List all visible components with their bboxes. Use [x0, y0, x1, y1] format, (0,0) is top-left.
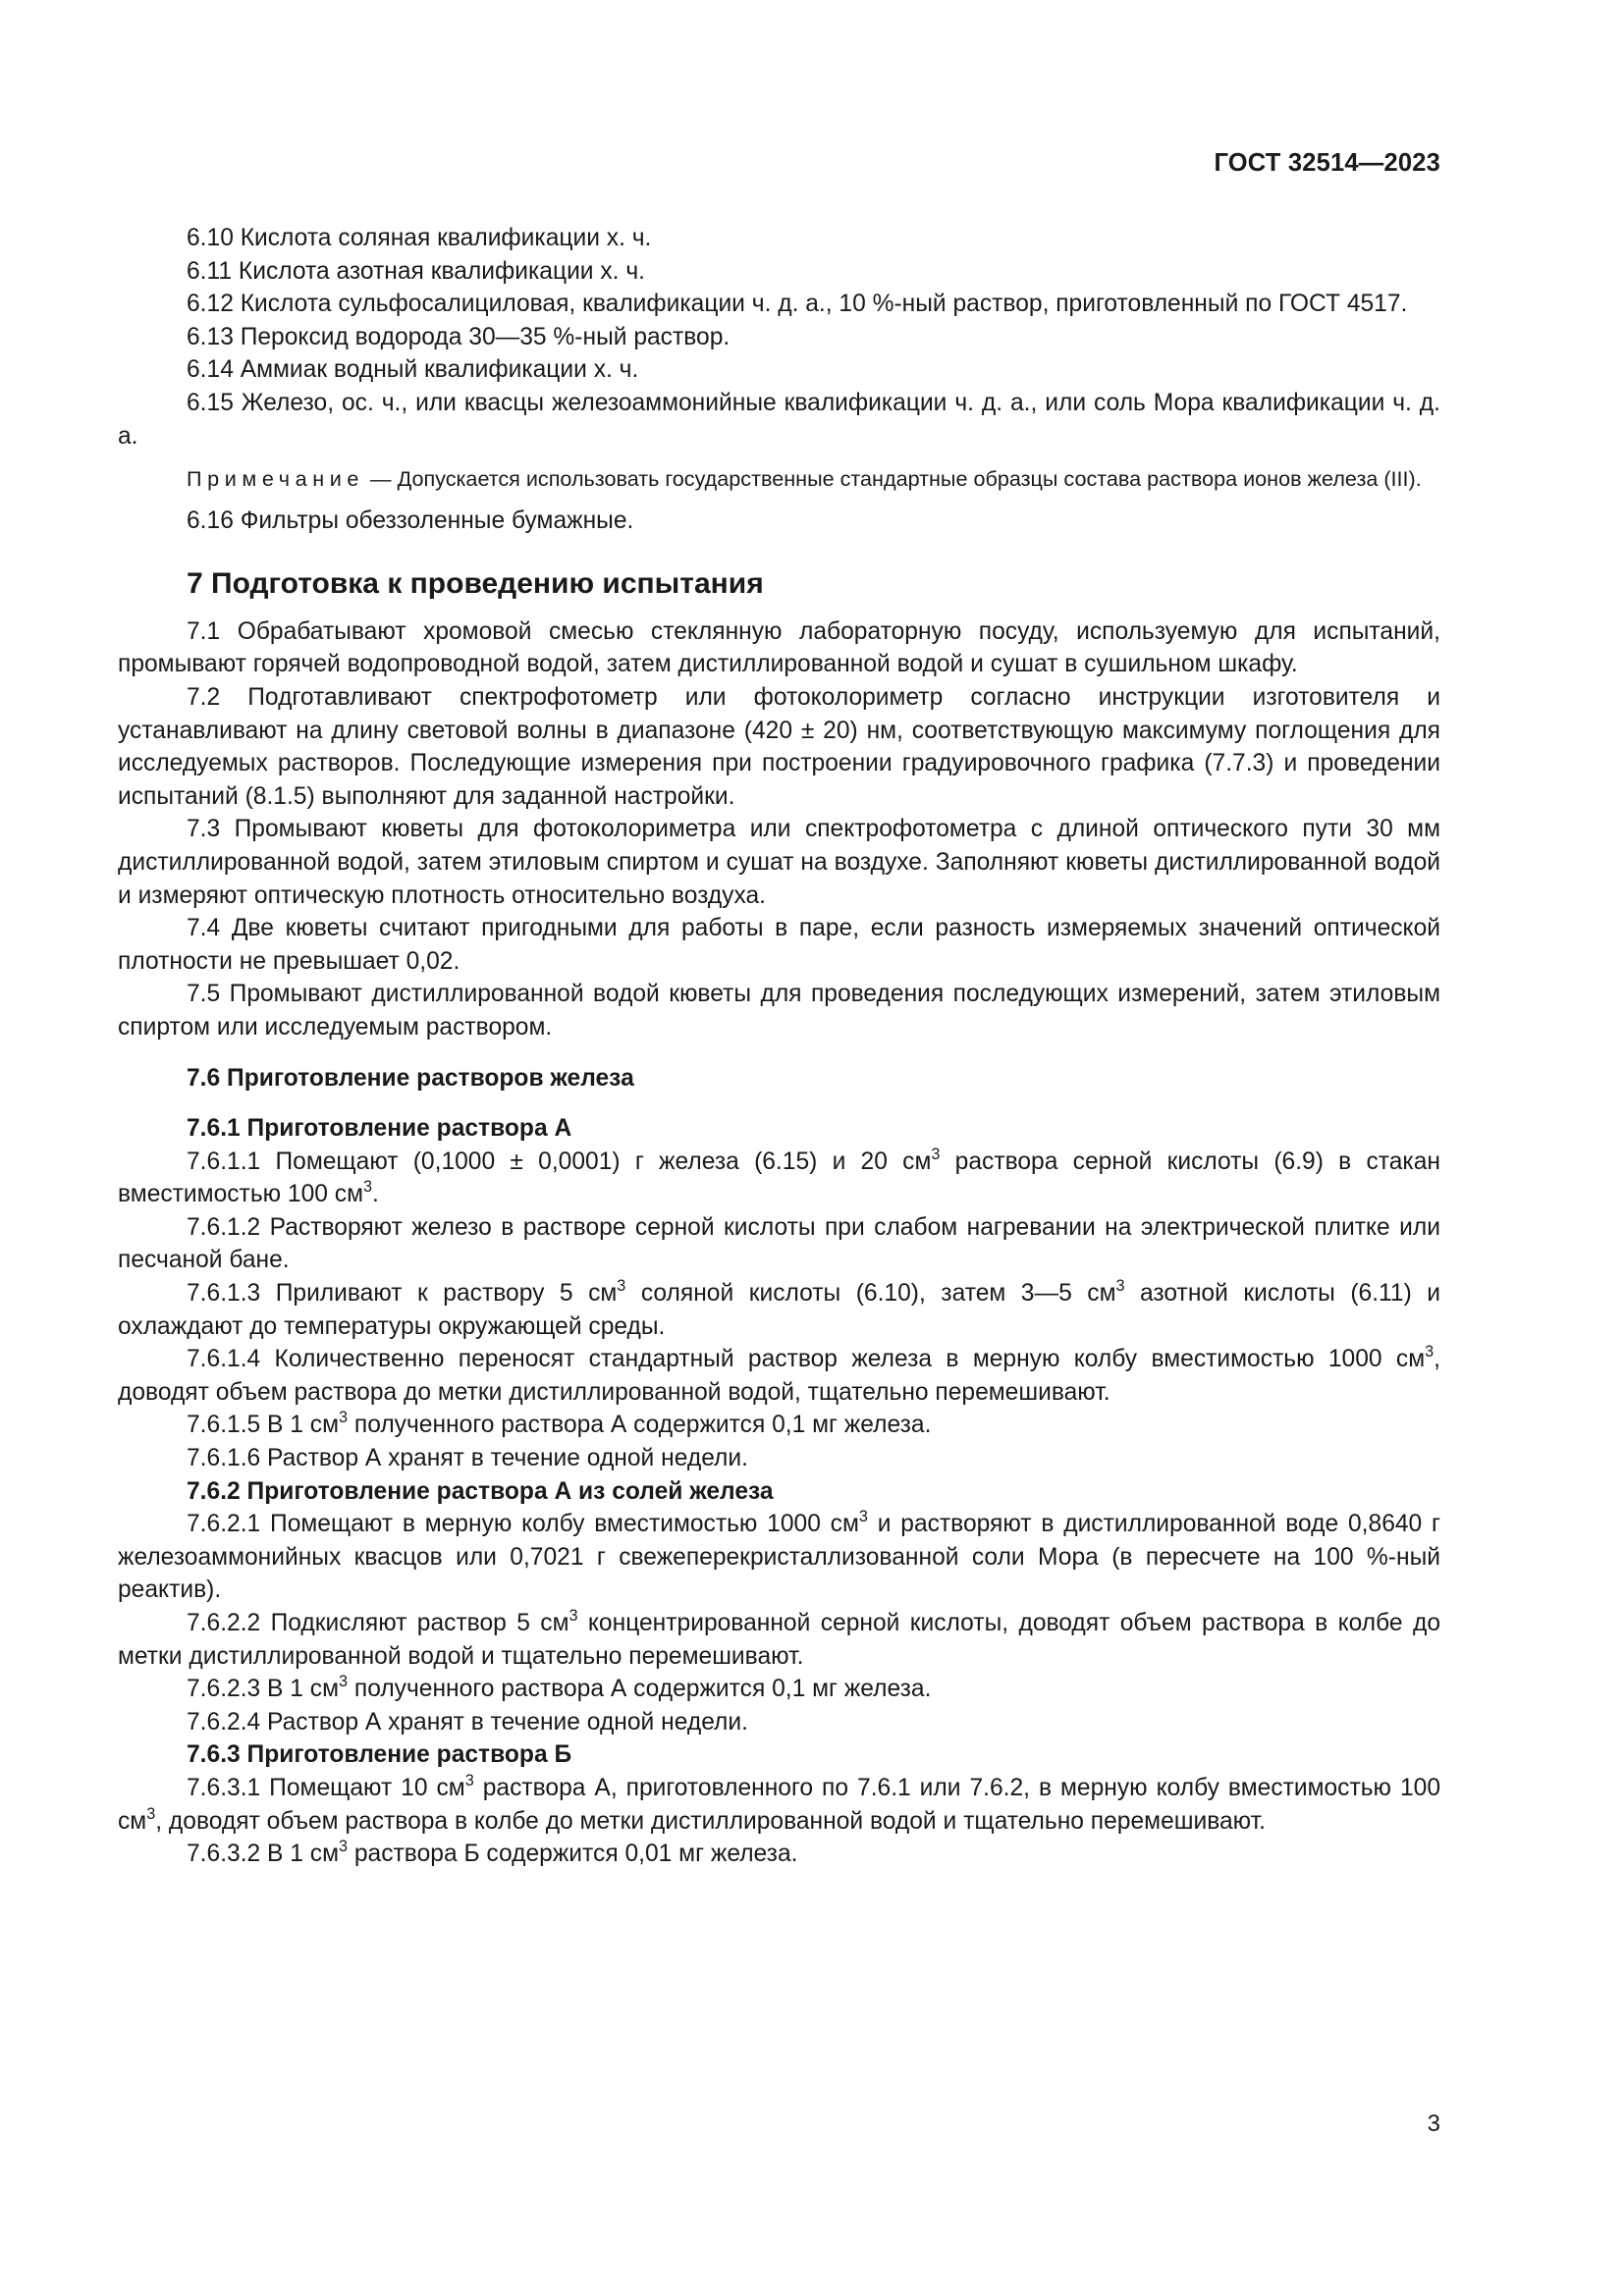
- clause-7-6-2-1: [118, 1508, 1440, 1607]
- clause-6-16: 6.16 Фильтры обеззоленные бумажные.: [187, 507, 634, 535]
- unit-cm3: $см^3$: [309, 1673, 349, 1703]
- page-body: [118, 222, 1440, 1871]
- text-segment: , доводят объем раствора в колбе до метки дистиллированной водой и тщательно перемешивают.: [155, 1807, 1266, 1835]
- text-segment: и растворяют в дистиллированной воде 0,8640 г железоаммонийных квасцов или 0,7021 г свежеперекристаллизованной соли Мора (в пересчете на 100 %-ный реактив).: [118, 1511, 1440, 1604]
- text-segment: 7.6.2.2 Подкисляют раствор 5: [187, 1609, 541, 1636]
- unit-cm3: $см^3$: [436, 1771, 474, 1801]
- clause-7-2: 7.2 Подготавливают спектрофотометр или фотоколориметр согласно инструкции изготовителя и устанавливают на длину световой волны в диапазоне (420 ± 20) нм, соответствующую максимуму поглощения для исследуемых растворов. Последующие измерения при построении градуировочного графика (7.7.3) и проведении испытаний (8.1.5) выполняют для заданной настройки.: [118, 683, 1440, 810]
- note-label: Примечание: [187, 466, 364, 492]
- clause-7-6-3-1: [118, 1772, 1440, 1838]
- clause-6-11: 6.11 Кислота азотная квалификации х. ч.: [187, 257, 645, 285]
- text-segment: 7.6.1.1 Помещают (0,1000 ± 0,0001) г железа (6.15) и 20: [187, 1148, 903, 1175]
- unit-cm3: $см^3$: [309, 1409, 349, 1439]
- clause-7-1: 7.1 Обрабатывают хромовой смесью стеклянную лабораторную посуду, используемую для испытаний, промывают горячей водопроводной водой, затем дистиллированной водой и сушат в сушильном шкафу.: [118, 617, 1440, 678]
- subsection-7-6-1-heading: 7.6.1 Приготовление раствора А: [187, 1115, 572, 1143]
- text-segment: 7.6.1.5 В 1: [187, 1412, 310, 1439]
- text-segment: 7.6.3.1 Помещают 10: [187, 1774, 437, 1801]
- unit-cm3: $см^3$: [588, 1276, 626, 1308]
- note: [118, 464, 1440, 494]
- subsection-7-6-3-heading: 7.6.3 Приготовление раствора Б: [187, 1741, 572, 1769]
- text-segment: .: [372, 1181, 379, 1208]
- clause-7-6-2-3: [118, 1673, 1440, 1706]
- subsection-7-6-heading: 7.6 Приготовление растворов железа: [187, 1065, 634, 1093]
- clause-6-15: 6.15 Железо, ос. ч., или квасцы железоаммонийные квалификации ч. д. а., или соль Мора квалификации ч. д. а.: [118, 389, 1440, 450]
- text-segment: полученного раствора А содержится 0,1 мг железа.: [348, 1412, 932, 1439]
- text-segment: раствора А, приготовленного по 7.6.1 или 7.6.2, в мерную колбу вместимостью 100: [473, 1774, 1440, 1801]
- document-id-header: ГОСТ 32514—2023: [1214, 149, 1440, 177]
- page-number: 3: [1427, 2110, 1440, 2137]
- clause-7-6-1-2: 7.6.1.2 Растворяют железо в растворе серной кислоты при слабом нагревании на электрической плитке или песчаной бане.: [118, 1213, 1440, 1274]
- clause-7-6-1-6: 7.6.1.6 Раствор А хранят в течение одной недели.: [187, 1445, 748, 1471]
- clause-7-6-1-3: [118, 1277, 1440, 1343]
- clause-7-5: 7.5 Промывают дистиллированной водой кюветы для проведения последующих измерений, затем этиловым спиртом или исследуемым раствором.: [118, 981, 1440, 1041]
- clause-6-14: 6.14 Аммиак водный квалификации х. ч.: [187, 356, 639, 384]
- text-segment: азотной кислоты (6.11) и охлаждают до температуры окружающей среды.: [118, 1280, 1440, 1340]
- unit-cm3: $см^3$: [118, 1804, 156, 1835]
- clause-7-4: 7.4 Две кюветы считают пригодными для работы в паре, если разность измеряемых значений оптической плотности не превышает 0,02.: [118, 915, 1440, 975]
- unit-cm3: $см^3$: [540, 1606, 578, 1636]
- unit-cm3: $см^3$: [902, 1145, 941, 1175]
- text-segment: , доводят объем раствора до метки дистиллированной водой, тщательно перемешивают.: [118, 1346, 1440, 1406]
- unit-cm3: $см^3$: [1087, 1276, 1125, 1308]
- unit-cm3: $см^3$: [830, 1508, 868, 1538]
- unit-cm3: $см^3$: [334, 1178, 373, 1208]
- unit-cm3: $см^3$: [1395, 1343, 1435, 1373]
- text-segment: полученного раствора А содержится 0,1 мг железа.: [348, 1676, 932, 1703]
- clause-7-6-2-2: [118, 1607, 1440, 1673]
- text-segment: раствора Б содержится 0,01 мг железа.: [348, 1841, 798, 1868]
- clause-7-3: 7.3 Промывают кюветы для фотоколориметра или спектрофотометра с длиной оптического пути 30 мм дистиллированной водой, затем этиловым спиртом и сушат на воздухе. Заполняют кюветы дистиллированной водой и измеряют оптическую плотность относительно воздуха.: [118, 816, 1440, 909]
- note-text: — Допускается использовать государственные стандартные образцы состава раствора ионов железа (III).: [364, 466, 1422, 492]
- text-segment: 7.6.2.3 В 1: [187, 1676, 310, 1703]
- clause-7-6-1-4: [118, 1343, 1440, 1409]
- section-7-heading: 7 Подготовка к проведению испытания: [187, 566, 764, 600]
- subsection-7-6-2-heading: 7.6.2 Приготовление раствора А из солей железа: [187, 1477, 774, 1505]
- text-segment: концентрированной серной кислоты, доводят объем раствора в колбе до метки дистиллированной водой и тщательно перемешивают.: [118, 1609, 1440, 1670]
- text-segment: раствора серной кислоты (6.9) в стакан вместимостью 100: [118, 1148, 1440, 1208]
- text-segment: 7.6.2.1 Помещают в мерную колбу вместимостью 1000: [187, 1511, 831, 1538]
- clause-6-13: 6.13 Пероксид водорода 30—35 %-ный раствор.: [187, 323, 731, 350]
- clause-7-6-1-5: [118, 1409, 1440, 1442]
- text-segment: 7.6.3.2 В 1: [187, 1841, 310, 1868]
- text-segment: соляной кислоты (6.10), затем 3—5: [625, 1280, 1088, 1308]
- text-segment: 7.6.1.4 Количественно переносят стандартный раствор железа в мерную колбу вместимостью 1000: [187, 1346, 1396, 1373]
- clause-7-6-1-1: [118, 1146, 1440, 1211]
- clause-6-12: 6.12 Кислота сульфосалициловая, квалификации ч. д. а., 10 %-ный раствор, приготовленный по ГОСТ 4517.: [187, 291, 1408, 318]
- clause-7-6-2-4: 7.6.2.4 Раствор А хранят в течение одной недели.: [187, 1708, 748, 1735]
- text-segment: 7.6.1.3 Приливают к раствору 5: [187, 1280, 589, 1308]
- clause-6-10: 6.10 Кислота соляная квалификации х. ч.: [187, 225, 652, 251]
- clause-7-6-3-2: [118, 1838, 1440, 1871]
- unit-cm3: $см^3$: [309, 1838, 349, 1868]
